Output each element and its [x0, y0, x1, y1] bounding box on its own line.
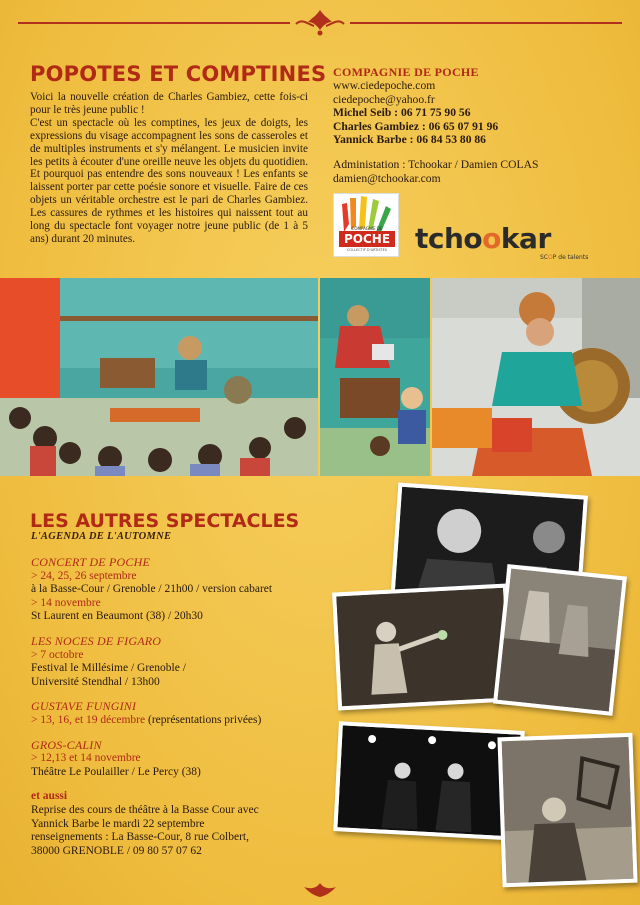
extra-line: Yannick Barbe le mardi 22 septembre — [31, 817, 205, 830]
email-link[interactable]: ciedepoche@yahoo.fr — [333, 92, 435, 106]
extra-line: 38000 GRENOBLE / 09 80 57 07 62 — [31, 844, 202, 857]
show-date: > 24, 25, 26 septembre — [31, 569, 137, 582]
admin-email-link[interactable]: damien@tchookar.com — [333, 171, 441, 185]
show-date: > 7 octobre — [31, 648, 84, 661]
show-place: St Laurent en Beaumont (38) / 20h30 — [31, 610, 203, 623]
show-place: Théâtre Le Poulailler / Le Percy (38) — [31, 765, 201, 778]
intro-paragraph-2: C'est un spectacle où les comptines, les jeux de doigts, les expressions du visage accompagnent les sons de casseroles et de multiples instruments et s'y mélangent. Le musicien invite les petits à écouter d'une oreille neuve les objets du quotidien. Et pourquoi pas entendre des sons nouveaux ! Les enfants se laissent porter par cette poésie sonore et visuelle. Faire de ces objets un véritable orchestre est le pari de Charles Gambiez. Les cassures de rythmes et les histoires qui naissent tout au long du spectacle font voyager notre jeune public (de 1 à 5 ans) durant 20 minutes. — [30, 116, 308, 245]
show-place: à la Basse-Cour / Grenoble / 21h00 / version cabaret — [31, 583, 273, 596]
agenda-item — [31, 556, 331, 624]
agenda-list — [31, 556, 331, 869]
bw-photo-actor-stage — [332, 584, 513, 711]
photo-musician-children — [320, 278, 430, 476]
agenda-item — [31, 700, 331, 727]
poche-logo-sub: COLLECTIF D'ARTISTES — [346, 248, 388, 252]
bw-photo-feet — [493, 564, 627, 716]
show-title: GROS-CALIN — [31, 737, 102, 752]
contact-block — [333, 66, 623, 185]
photo-musician-gong — [432, 278, 640, 476]
tchookar-tagline: SCOP de talents — [540, 254, 589, 261]
bw-photo-chair — [497, 733, 637, 888]
show-title: GUSTAVE FUNGINI — [31, 699, 137, 714]
extra-title: et aussi — [31, 790, 68, 803]
tchookar-logo: tchookar — [415, 222, 551, 255]
show-title: CONCERT DE POCHE — [31, 555, 150, 569]
intro-text — [30, 91, 308, 246]
agenda-extra — [31, 790, 331, 858]
bottom-ornament-icon — [296, 881, 344, 899]
poche-logo-word: POCHE — [339, 231, 395, 247]
hands-logo-icon — [334, 194, 400, 234]
phone-charles: Charles Gambiez : 06 65 07 91 96 — [333, 119, 499, 133]
website-link[interactable]: www.ciedepoche.com — [333, 79, 436, 93]
svg-text:COMPAGNIE DE: COMPAGNIE DE — [351, 226, 383, 231]
top-ornament-icon — [290, 8, 350, 38]
company-name: COMPAGNIE DE POCHE — [333, 65, 479, 79]
phone-michel: Michel Seib : 06 71 75 90 56 — [333, 106, 471, 120]
phone-yannick: Yannick Barbe : 06 84 53 80 86 — [333, 133, 486, 147]
intro-paragraph-1: Voici la nouvelle création de Charles Gambiez, cette fois-ci pour le très jeune public ! — [30, 91, 308, 116]
show-place: Festival le Millésime / Grenoble / — [31, 662, 186, 675]
extra-line: renseignements : La Basse-Cour, 8 rue Colbert, — [31, 831, 249, 844]
show-title: LES NOCES DE FIGARO — [31, 633, 162, 648]
show-place: Université Stendhal / 13h00 — [31, 675, 160, 688]
section-title-popotes: POPOTES ET COMPTINES — [30, 62, 327, 86]
agenda-item — [31, 635, 331, 689]
extra-line: Reprise des cours de théâtre à la Basse Cour avec — [31, 803, 259, 816]
show-date: > 13, 16, et 19 décembre — [31, 713, 146, 726]
show-date: > 14 novembre — [31, 596, 101, 609]
photo-classroom — [0, 278, 318, 476]
section-subtitle-agenda: L'AGENDA DE L'AUTOMNE — [31, 531, 172, 542]
admin-line: Administation : Tchookar / Damien COLAS — [333, 158, 539, 172]
section-title-autres-spectacles: LES AUTRES SPECTACLES — [30, 510, 300, 532]
agenda-item — [31, 739, 331, 780]
bw-photo-duo-stage — [333, 721, 525, 841]
show-date: > 12,13 et 14 novembre — [31, 752, 141, 765]
poche-logo — [333, 193, 399, 257]
show-place: (représentations privées) — [145, 713, 262, 726]
